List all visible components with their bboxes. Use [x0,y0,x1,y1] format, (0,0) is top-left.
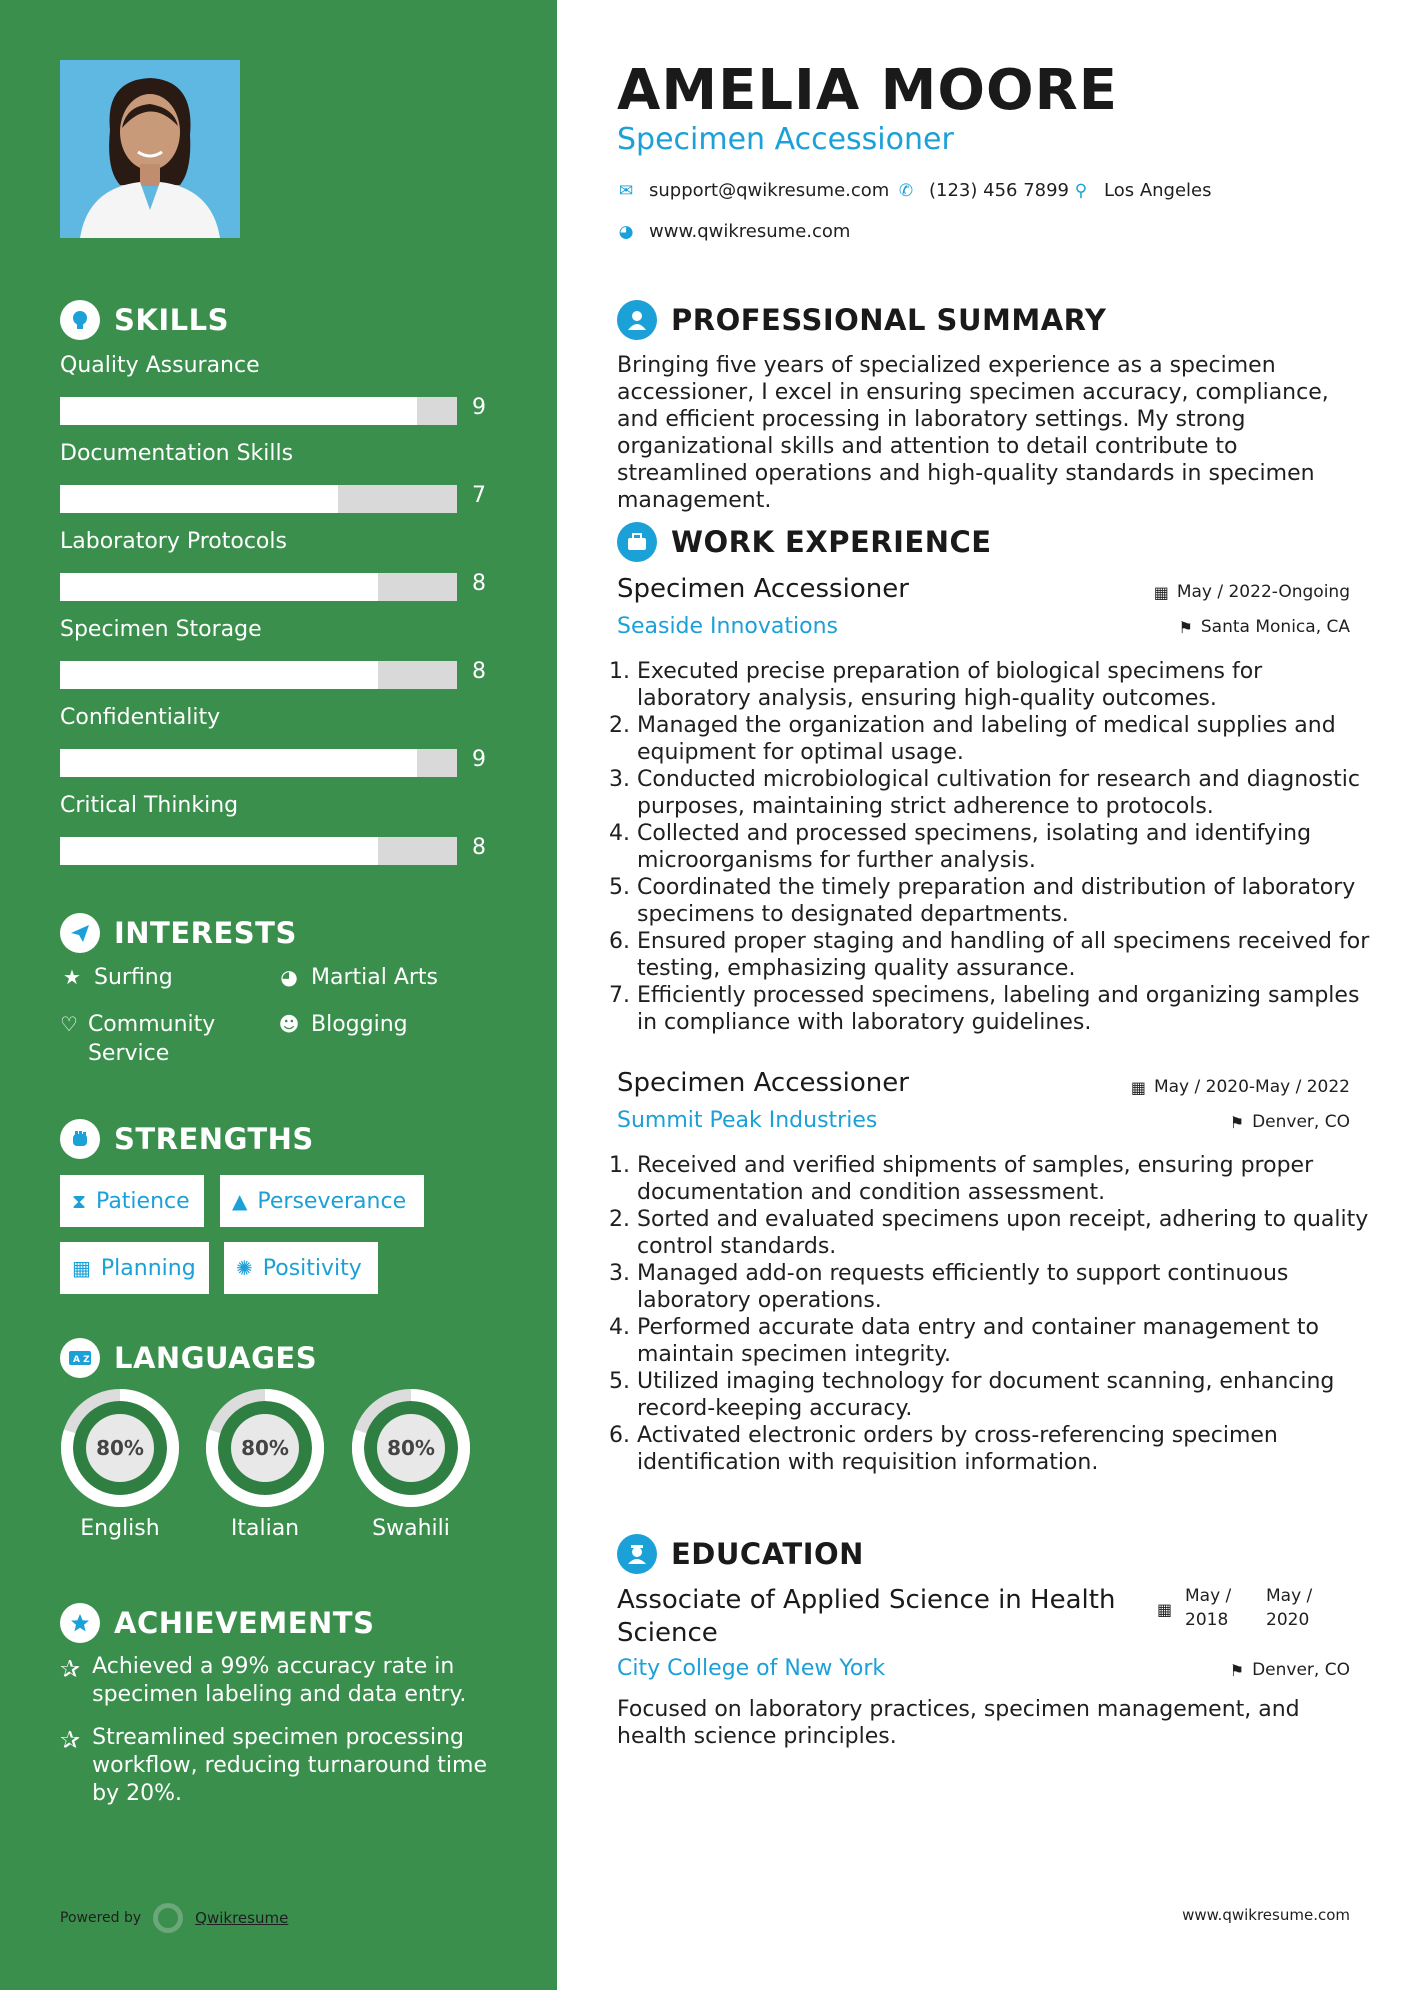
pushpin-icon: ⚑ [1229,1112,1245,1132]
contact-website [617,221,850,242]
users-icon: ☻ [278,1012,300,1036]
strengths-title: STRENGTHS [114,1122,314,1156]
powered-by [60,1903,288,1933]
language-percent: 80% [387,1436,435,1460]
job-dates [1154,582,1350,602]
job-bullet: 6. Ensured proper staging and handling of all specimens received for testing, emphasizing quality assurance. [637,928,1372,982]
skill-bar [60,397,457,425]
languages-heading [60,1338,317,1378]
powered-by-label: Powered by [60,1910,142,1926]
interests-heading [60,913,297,953]
skill-bar [60,837,457,865]
skills-heading [60,300,229,340]
strength-badge [224,1242,378,1294]
skill-value: 8 [472,571,486,596]
shooting-star-icon: ✰ [60,1726,81,1754]
candidate-name: AMELIA MOORE [617,58,1118,123]
experience-heading [617,522,992,562]
interest-label: Community Service [87,1012,216,1066]
skill-label: Documentation Skills [60,441,294,466]
qwikresume-logo-icon [153,1903,183,1933]
language-ring [60,1388,180,1508]
language-label: Italian [230,1516,300,1541]
skill-label: Quality Assurance [60,353,260,378]
svg-text:A Z: A Z [73,1355,90,1365]
job-bullet: 6. Activated electronic orders by cross-referencing specimen identification with requisition information. [637,1422,1372,1476]
contact-email [617,180,889,201]
language-item [351,1388,471,1541]
skill-item [60,439,500,508]
job-bullet: 4. Performed accurate data entry and container management to maintain specimen integrity. [637,1314,1372,1368]
job-bullet: 4. Collected and processed specimens, isolating and identifying microorganisms for further analysis. [637,820,1372,874]
globe-icon: ◕ [280,965,298,989]
edu-end-month: May / [1266,1586,1313,1606]
globe-icon: ◕ [618,221,634,242]
skill-label: Confidentiality [60,705,221,730]
paper-plane-icon [60,913,100,953]
achievement-text: Achieved a 99% accuracy rate in specimen labeling and data entry. [92,1654,467,1707]
interests-title: INTERESTS [114,916,297,950]
trophy-star-icon [60,1603,100,1643]
calendar-icon: ▦ [72,1256,91,1280]
skills-title: SKILLS [114,303,229,337]
language-item [205,1388,325,1541]
summary-title: PROFESSIONAL SUMMARY [671,303,1107,337]
summary-text: Bringing five years of specialized experience as a specimen accessioner, I excel in ensuring specimen accuracy, compliance, and efficient processing in laboratory settings. My strong organizational skills and attention to detail contribute to streamlined operations and high-quality standards in specimen management. [617,353,1329,513]
phone-icon: ✆ [898,180,914,201]
languages-title: LANGUAGES [114,1341,318,1375]
education-title: EDUCATION [671,1537,864,1571]
job-title: Specimen Accessioner [617,574,909,604]
edu-end-date [1266,1584,1312,1632]
main-content [557,0,1407,1990]
education-description: Focused on laboratory practices, specimen management, and health science principles. [617,1697,1300,1749]
skill-value: 8 [472,659,486,684]
job-bullet: 2. Managed the organization and labeling of medical supplies and equipment for optimal usage. [637,712,1372,766]
skill-label: Laboratory Protocols [60,529,287,554]
language-percent: 80% [241,1436,289,1460]
job-company: Seaside Innovations [617,614,838,639]
calendar-icon: ▦ [1130,1077,1146,1097]
edu-location-text: Denver, CO [1252,1660,1350,1680]
skill-bar-fill [60,485,338,513]
email-text[interactable]: support@qwikresume.com [649,180,890,201]
graduate-icon [617,1534,657,1574]
summary-heading [617,300,1106,340]
website-text[interactable]: www.qwikresume.com [649,221,851,242]
skill-value: 9 [472,395,486,420]
pushpin-icon: ⚑ [1229,1660,1245,1680]
job-dates-text: May / 2020-May / 2022 [1153,1077,1350,1097]
skill-bar-fill [60,837,378,865]
brand-link[interactable]: Qwikresume [195,1909,289,1927]
interest-item [60,1010,230,1068]
phone-text[interactable]: (123) 456 7899 [929,180,1070,201]
job-bullet: 1. Executed precise preparation of biological specimens for laboratory analysis, ensuring high-quality outcomes. [637,658,1372,712]
map-pin-icon: ⚲ [1074,180,1088,201]
job-dates [1131,1077,1350,1097]
sun-icon: ✺ [236,1256,253,1280]
strength-label: Perseverance [257,1188,407,1214]
strength-badge [60,1242,209,1294]
interest-item [60,963,173,992]
job-company: Summit Peak Industries [617,1108,878,1133]
job-location [1230,1112,1350,1132]
job-bullet: 3. Conducted microbiological cultivation for research and diagnostic purposes, maintaining strict adherence to protocols. [637,766,1372,820]
interest-label: Surfing [94,965,173,990]
skill-bar-fill [60,397,417,425]
skill-bar [60,573,457,601]
skill-item [60,791,500,860]
strengths-heading [60,1119,314,1159]
job-bullets [617,1152,1372,1476]
achievement-item [60,1653,500,1709]
skill-value: 8 [472,835,486,860]
contact-phone [897,180,1069,201]
skill-bar-fill [60,573,378,601]
job-bullet: 1. Received and verified shipments of samples, ensuring proper documentation and condition assessment. [637,1152,1372,1206]
job-location-text: Denver, CO [1252,1112,1350,1132]
edu-location [1230,1660,1350,1680]
skill-bar [60,661,457,689]
skill-bar [60,485,457,513]
job-location-text: Santa Monica, CA [1200,617,1350,637]
translate-icon [60,1338,100,1378]
achievement-text: Streamlined specimen processing workflow, reducing turnaround time by 20%. [92,1725,487,1806]
achievements-title: ACHIEVEMENTS [114,1606,375,1640]
job-bullets [617,658,1372,1036]
strength-label: Planning [100,1255,196,1281]
school-name: City College of New York [617,1656,886,1681]
job-bullet: 5. Utilized imaging technology for document scanning, enhancing record-keeping accuracy. [637,1368,1372,1422]
shooting-star-icon: ✰ [60,1655,81,1683]
location-text: Los Angeles [1104,180,1212,201]
skill-item [60,351,500,420]
skill-bar [60,749,457,777]
user-icon [617,300,657,340]
strength-label: Positivity [262,1255,362,1281]
job-bullet: 7. Efficiently processed specimens, labeling and organizing samples in compliance with laboratory guidelines. [637,982,1372,1036]
strength-badge [220,1175,424,1227]
candidate-role: Specimen Accessioner [617,122,954,157]
calendar-icon: ▦ [1153,582,1169,602]
language-ring [205,1388,325,1508]
strength-badge [60,1175,204,1227]
skill-value: 9 [472,747,486,772]
edu-end-year: 2020 [1266,1610,1310,1630]
pushpin-icon: ⚑ [1178,617,1193,637]
skill-item [60,527,500,596]
achievements-heading [60,1603,374,1643]
hourglass-icon: ⧗ [72,1189,87,1213]
envelope-icon: ✉ [618,180,634,201]
hand-icon: ♡ [60,1012,78,1036]
contact-location [1072,180,1212,201]
edu-start-month: May / [1185,1586,1232,1606]
edu-start-year: 2018 [1185,1610,1229,1630]
lightbulb-icon [60,300,100,340]
job-bullet: 3. Managed add-on requests efficiently to support continuous laboratory operations. [637,1260,1372,1314]
skill-bar-fill [60,661,378,689]
job-location [1179,617,1350,637]
profile-photo [60,60,240,238]
skill-item [60,615,500,684]
skill-bar-fill [60,749,417,777]
language-item [60,1388,180,1541]
job-dates-text: May / 2022-Ongoing [1176,582,1350,602]
job-bullet: 5. Coordinated the timely preparation and distribution of laboratory specimens to designated departments. [637,874,1372,928]
interest-label: Martial Arts [311,965,439,990]
briefcase-icon [617,522,657,562]
skill-value: 7 [472,483,486,508]
interest-item [277,963,438,992]
education-heading [617,1534,864,1574]
road-icon: ▲ [232,1189,248,1213]
interest-label: Blogging [311,1012,408,1037]
fist-icon [60,1119,100,1159]
achievement-item [60,1724,500,1808]
job-bullet: 2. Sorted and evaluated specimens upon receipt, adhering to quality control standards. [637,1206,1372,1260]
calendar-icon: ▦ [1157,1600,1173,1619]
edu-start-date [1185,1584,1231,1632]
language-label: Swahili [372,1516,450,1541]
skill-label: Specimen Storage [60,617,262,642]
interest-item [277,1010,408,1039]
job-title: Specimen Accessioner [617,1068,909,1098]
language-label: English [80,1516,160,1541]
experience-title: WORK EXPERIENCE [671,525,992,559]
star-icon: ★ [63,965,81,989]
strength-label: Patience [96,1188,190,1214]
skill-item [60,703,500,772]
skill-label: Critical Thinking [60,793,239,818]
degree-title: Associate of Applied Science in Health Science [617,1585,1116,1648]
language-ring [351,1388,471,1508]
sidebar [0,0,557,1990]
language-percent: 80% [96,1436,144,1460]
footer-website[interactable]: www.qwikresume.com [1182,1906,1350,1924]
